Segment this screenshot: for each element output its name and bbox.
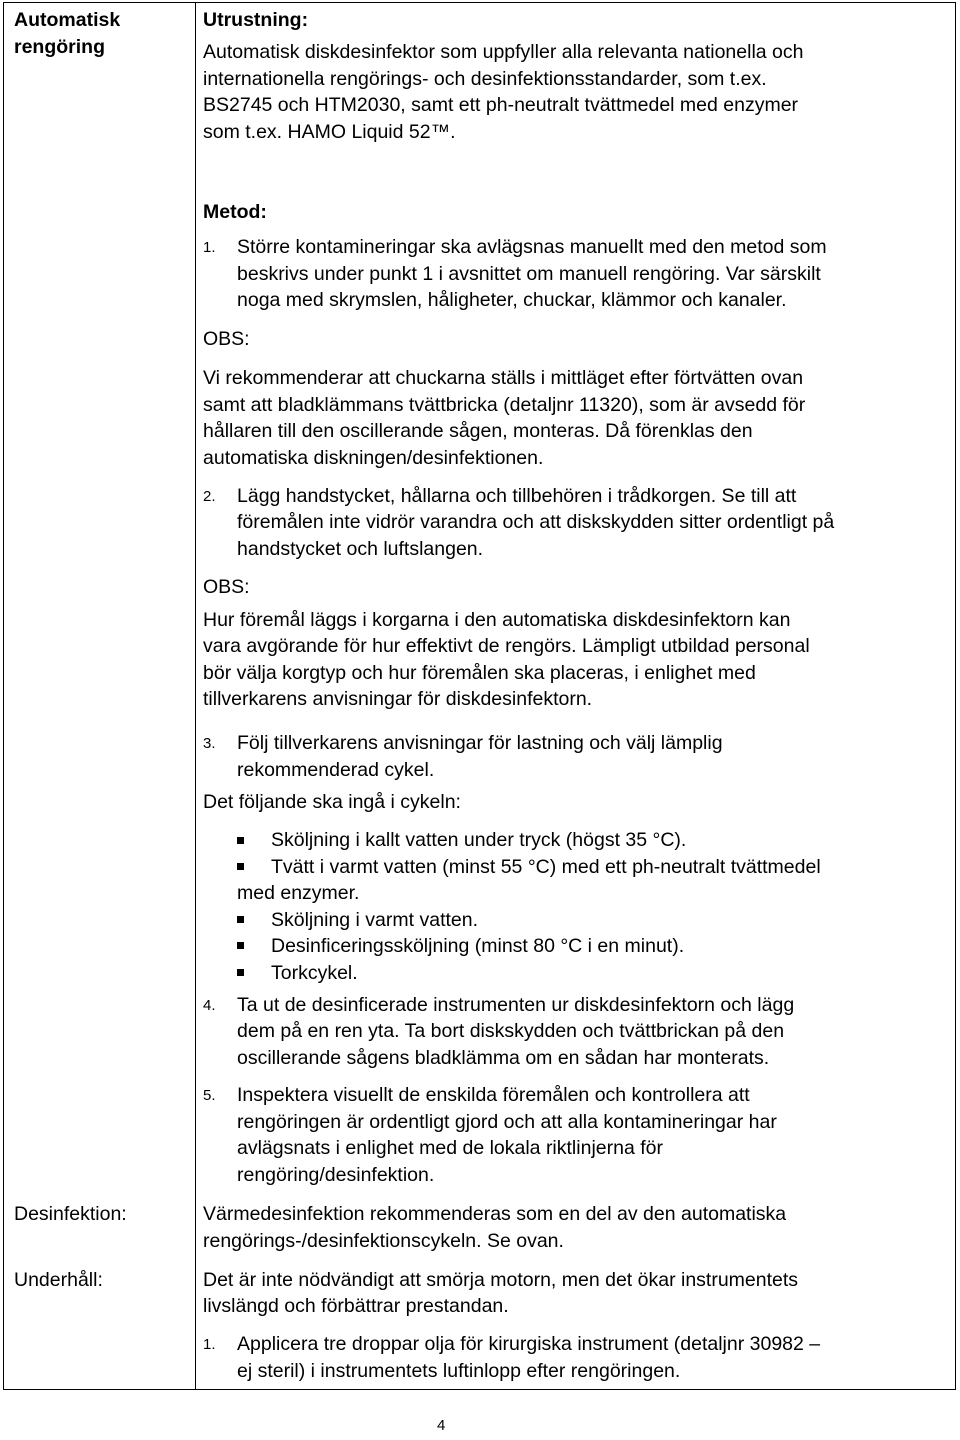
step-number: 3. <box>203 735 216 752</box>
step-5-text: rengöringen är ordentligt gjord och att alla kontamineringar har <box>237 1111 777 1133</box>
bullet-icon <box>237 942 244 949</box>
equipment-line: som t.ex. HAMO Liquid 52™. <box>203 121 456 143</box>
cycle-item-continued: med enzymer. <box>237 882 360 904</box>
equipment-line: Automatisk diskdesinfektor som uppfyller alla relevanta nationella och <box>203 41 804 63</box>
cycle-intro: Det följande ska ingå i cykeln: <box>203 791 461 813</box>
maintenance-text: Det är inte nödvändigt att smörja motorn, men det ökar instrumentets <box>203 1269 799 1291</box>
obs-label: OBS: <box>203 328 250 350</box>
bullet-icon <box>237 863 244 870</box>
equipment-heading: Utrustning: <box>203 9 309 31</box>
disinfection-text: Värmedesinfektion rekommenderas som en del av den automatiska <box>203 1203 787 1225</box>
section-title: Automatisk <box>14 9 121 31</box>
step-3-text: rekommenderad cykel. <box>237 759 435 781</box>
disinfection-text: rengörings-/desinfektionscykeln. Se ovan. <box>203 1230 564 1252</box>
cycle-item: Torkcykel. <box>271 962 358 984</box>
maintenance-text: livslängd och förbättrar prestandan. <box>203 1295 509 1317</box>
obs-1-text: Vi rekommenderar att chuckarna ställs i mittläget efter förtvätten ovan <box>203 367 804 389</box>
step-5-text: avlägsnats i enlighet med de lokala riktlinjerna för <box>237 1137 663 1159</box>
step-number: 1. <box>203 239 216 256</box>
obs-1-text: samt att bladklämmans tvättbricka (detaljnr 11320), som är avsedd för <box>203 394 806 416</box>
step-4-text: dem på en ren yta. Ta bort diskskydden och tvättbrickan på den <box>237 1020 785 1042</box>
obs-2-text: Hur föremål läggs i korgarna i den automatiska diskdesinfektorn kan <box>203 609 791 631</box>
obs-label: OBS: <box>203 576 250 598</box>
step-2-text: Lägg handstycket, hållarna och tillbehören i trådkorgen. Se till att <box>237 485 797 507</box>
step-number: 2. <box>203 488 216 505</box>
obs-1-text: automatiska diskningen/desinfektionen. <box>203 447 544 469</box>
step-2-text: handstycket och luftslangen. <box>237 538 484 560</box>
cycle-item: Sköljning i varmt vatten. <box>271 909 479 931</box>
step-number: 4. <box>203 997 216 1014</box>
disinfection-label: Desinfektion: <box>14 1203 127 1225</box>
step-5-text: rengöring/desinfektion. <box>237 1164 435 1186</box>
cycle-item: Sköljning i kallt vatten under tryck (högst 35 °C). <box>271 829 687 851</box>
maintenance-label: Underhåll: <box>14 1269 103 1291</box>
obs-2-text: tillverkarens anvisningar för diskdesinfektorn. <box>203 688 593 710</box>
maintenance-step-text: Applicera tre droppar olja för kirurgiska instrument (detaljnr 30982 – <box>237 1333 821 1355</box>
step-2-text: föremålen inte vidrör varandra och att diskskydden sitter ordentligt på <box>237 511 835 533</box>
step-number: 1. <box>203 1336 216 1353</box>
equipment-line: BS2745 och HTM2030, samt ett ph-neutralt tvättmedel med enzymer <box>203 94 799 116</box>
cycle-item: Desinficeringssköljning (minst 80 °C i en minut). <box>271 935 685 957</box>
step-number: 5. <box>203 1087 216 1104</box>
bullet-icon <box>237 837 244 844</box>
obs-1-text: hållaren till den oscillerande sågen, monteras. Då förenklas den <box>203 420 753 442</box>
step-1-text: beskrivs under punkt 1 i avsnittet om manuell rengöring. Var särskilt <box>237 263 821 285</box>
column-divider <box>195 3 196 1389</box>
cycle-item: Tvätt i varmt vatten (minst 55 °C) med ett ph-neutralt tvättmedel <box>271 856 821 878</box>
obs-2-text: bör välja korgtyp och hur föremålen ska placeras, i enlighet med <box>203 662 756 684</box>
section-title-line2: rengöring <box>14 36 105 58</box>
maintenance-step-text: ej steril) i instrumentets luftinlopp efter rengöringen. <box>237 1360 681 1382</box>
step-5-text: Inspektera visuellt de enskilda föremålen och kontrollera att <box>237 1084 750 1106</box>
method-heading: Metod: <box>203 201 267 223</box>
page-number: 4 <box>437 1417 446 1434</box>
bullet-icon <box>237 916 244 923</box>
obs-2-text: vara avgörande för hur effektivt de rengörs. Lämpligt utbildad personal <box>203 635 810 657</box>
step-1-text: noga med skrymslen, håligheter, chuckar, klämmor och kanaler. <box>237 289 787 311</box>
bullet-icon <box>237 969 244 976</box>
step-4-text: Ta ut de desinficerade instrumenten ur diskdesinfektorn och lägg <box>237 994 795 1016</box>
step-1-text: Större kontamineringar ska avlägsnas manuellt med den metod som <box>237 236 827 258</box>
step-4-text: oscillerande sågens bladklämma om en sådan har monterats. <box>237 1047 770 1069</box>
step-3-text: Följ tillverkarens anvisningar för lastning och välj lämplig <box>237 732 723 754</box>
equipment-line: internationella rengörings- och desinfektionsstandarder, som t.ex. <box>203 68 767 90</box>
